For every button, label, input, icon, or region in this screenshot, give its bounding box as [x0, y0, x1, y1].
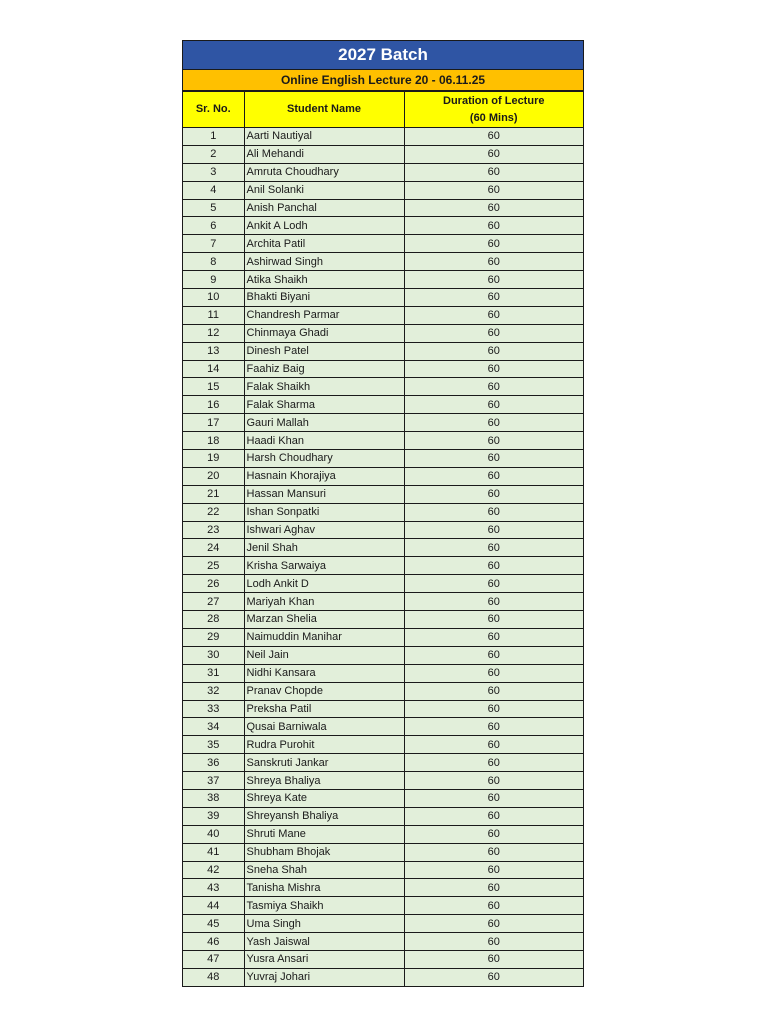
cell-duration: 60: [404, 861, 583, 879]
cell-duration: 60: [404, 253, 583, 271]
cell-sr-no: 20: [183, 467, 244, 485]
cell-duration: 60: [404, 968, 583, 985]
cell-duration: 60: [404, 557, 583, 575]
table-row: [183, 521, 583, 539]
cell-sr-no: 34: [183, 718, 244, 736]
cell-sr-no: 48: [183, 968, 244, 985]
cell-sr-no: 16: [183, 396, 244, 414]
cell-duration: 60: [404, 378, 583, 396]
table-row: [183, 950, 583, 968]
cell-duration: 60: [404, 933, 583, 951]
cell-duration: 60: [404, 199, 583, 217]
cell-duration: 60: [404, 181, 583, 199]
cell-sr-no: 25: [183, 557, 244, 575]
cell-student-name: Ali Mehandi: [244, 145, 404, 163]
cell-sr-no: 10: [183, 289, 244, 307]
cell-student-name: Falak Sharma: [244, 396, 404, 414]
cell-student-name: Pranav Chopde: [244, 682, 404, 700]
cell-student-name: Ankit A Lodh: [244, 217, 404, 235]
cell-sr-no: 17: [183, 414, 244, 432]
cell-duration: 60: [404, 521, 583, 539]
cell-student-name: Preksha Patil: [244, 700, 404, 718]
cell-student-name: Shreya Bhaliya: [244, 772, 404, 790]
header-duration-line2: (60 Mins): [469, 111, 518, 124]
cell-sr-no: 4: [183, 181, 244, 199]
cell-sr-no: 15: [183, 378, 244, 396]
table-row: [183, 289, 583, 307]
cell-student-name: Yash Jaiswal: [244, 933, 404, 951]
cell-student-name: Ashirwad Singh: [244, 253, 404, 271]
cell-student-name: Mariyah Khan: [244, 593, 404, 611]
cell-sr-no: 6: [183, 217, 244, 235]
table-row: [183, 378, 583, 396]
cell-sr-no: 21: [183, 485, 244, 503]
cell-duration: 60: [404, 217, 583, 235]
cell-student-name: Naimuddin Manihar: [244, 628, 404, 646]
table-row: [183, 163, 583, 181]
cell-duration: 60: [404, 450, 583, 468]
table-row: [183, 772, 583, 790]
cell-student-name: Faahiz Baig: [244, 360, 404, 378]
cell-sr-no: 9: [183, 271, 244, 289]
cell-student-name: Anish Panchal: [244, 199, 404, 217]
table-row: [183, 843, 583, 861]
cell-sr-no: 45: [183, 915, 244, 933]
cell-sr-no: 1: [183, 128, 244, 146]
cell-student-name: Ishwari Aghav: [244, 521, 404, 539]
table-row: [183, 664, 583, 682]
cell-duration: 60: [404, 915, 583, 933]
cell-duration: 60: [404, 700, 583, 718]
cell-duration: 60: [404, 128, 583, 146]
table-row: [183, 825, 583, 843]
cell-sr-no: 40: [183, 825, 244, 843]
cell-student-name: Yuvraj Johari: [244, 968, 404, 985]
cell-student-name: Hasnain Khorajiya: [244, 467, 404, 485]
cell-sr-no: 44: [183, 897, 244, 915]
cell-student-name: Krisha Sarwaiya: [244, 557, 404, 575]
cell-duration: 60: [404, 289, 583, 307]
cell-sr-no: 46: [183, 933, 244, 951]
sheet-title: 2027 Batch: [183, 41, 583, 70]
table-row: [183, 396, 583, 414]
cell-sr-no: 27: [183, 593, 244, 611]
cell-duration: 60: [404, 432, 583, 450]
cell-sr-no: 29: [183, 628, 244, 646]
cell-student-name: Dinesh Patel: [244, 342, 404, 360]
cell-student-name: Neil Jain: [244, 646, 404, 664]
table-row: [183, 342, 583, 360]
cell-duration: 60: [404, 145, 583, 163]
cell-sr-no: 5: [183, 199, 244, 217]
cell-sr-no: 30: [183, 646, 244, 664]
table-row: [183, 432, 583, 450]
cell-sr-no: 35: [183, 736, 244, 754]
cell-duration: 60: [404, 950, 583, 968]
cell-student-name: Bhakti Biyani: [244, 289, 404, 307]
table-row: [183, 611, 583, 629]
cell-sr-no: 2: [183, 145, 244, 163]
header-duration: [404, 92, 583, 128]
cell-student-name: Tasmiya Shaikh: [244, 897, 404, 915]
table-row: [183, 879, 583, 897]
table-row: [183, 915, 583, 933]
cell-sr-no: 42: [183, 861, 244, 879]
cell-sr-no: 22: [183, 503, 244, 521]
cell-student-name: Ishan Sonpatki: [244, 503, 404, 521]
table-row: [183, 199, 583, 217]
cell-sr-no: 38: [183, 789, 244, 807]
cell-student-name: Rudra Purohit: [244, 736, 404, 754]
table-row: [183, 128, 583, 146]
cell-sr-no: 18: [183, 432, 244, 450]
header-duration-line1: Duration of Lecture: [443, 94, 545, 107]
cell-student-name: Haadi Khan: [244, 432, 404, 450]
table-row: [183, 897, 583, 915]
cell-student-name: Shruti Mane: [244, 825, 404, 843]
attendance-sheet: [182, 40, 584, 987]
table-row: [183, 736, 583, 754]
cell-duration: 60: [404, 664, 583, 682]
table-row: [183, 485, 583, 503]
cell-student-name: Tanisha Mishra: [244, 879, 404, 897]
cell-sr-no: 26: [183, 575, 244, 593]
header-sr-no: Sr. No.: [183, 92, 244, 128]
cell-duration: 60: [404, 593, 583, 611]
table-row: [183, 700, 583, 718]
cell-sr-no: 11: [183, 306, 244, 324]
cell-student-name: Sneha Shah: [244, 861, 404, 879]
cell-sr-no: 7: [183, 235, 244, 253]
cell-sr-no: 13: [183, 342, 244, 360]
table-row: [183, 646, 583, 664]
table-row: [183, 324, 583, 342]
table-row: [183, 789, 583, 807]
cell-duration: 60: [404, 718, 583, 736]
table-row: [183, 968, 583, 985]
cell-duration: 60: [404, 467, 583, 485]
cell-sr-no: 14: [183, 360, 244, 378]
table-row: [183, 253, 583, 271]
cell-student-name: Sanskruti Jankar: [244, 754, 404, 772]
table-row: [183, 235, 583, 253]
cell-duration: 60: [404, 485, 583, 503]
cell-sr-no: 37: [183, 772, 244, 790]
cell-duration: 60: [404, 879, 583, 897]
cell-sr-no: 19: [183, 450, 244, 468]
cell-duration: 60: [404, 360, 583, 378]
cell-duration: 60: [404, 772, 583, 790]
cell-duration: 60: [404, 843, 583, 861]
cell-student-name: Chandresh Parmar: [244, 306, 404, 324]
cell-duration: 60: [404, 807, 583, 825]
attendance-table: [183, 91, 583, 986]
cell-sr-no: 41: [183, 843, 244, 861]
cell-duration: 60: [404, 611, 583, 629]
table-row: [183, 467, 583, 485]
cell-duration: 60: [404, 503, 583, 521]
cell-duration: 60: [404, 539, 583, 557]
table-row: [183, 145, 583, 163]
cell-duration: 60: [404, 235, 583, 253]
cell-sr-no: 31: [183, 664, 244, 682]
table-row: [183, 450, 583, 468]
cell-sr-no: 3: [183, 163, 244, 181]
cell-student-name: Shreyansh Bhaliya: [244, 807, 404, 825]
cell-duration: 60: [404, 754, 583, 772]
cell-student-name: Hassan Mansuri: [244, 485, 404, 503]
cell-student-name: Aarti Nautiyal: [244, 128, 404, 146]
cell-duration: 60: [404, 736, 583, 754]
cell-sr-no: 24: [183, 539, 244, 557]
table-row: [183, 217, 583, 235]
cell-sr-no: 33: [183, 700, 244, 718]
cell-sr-no: 8: [183, 253, 244, 271]
cell-student-name: Archita Patil: [244, 235, 404, 253]
table-row: [183, 360, 583, 378]
table-row: [183, 628, 583, 646]
cell-student-name: Harsh Choudhary: [244, 450, 404, 468]
cell-sr-no: 43: [183, 879, 244, 897]
cell-duration: 60: [404, 342, 583, 360]
table-row: [183, 718, 583, 736]
cell-duration: 60: [404, 628, 583, 646]
header-student-name: Student Name: [244, 92, 404, 128]
table-row: [183, 271, 583, 289]
cell-duration: 60: [404, 306, 583, 324]
cell-sr-no: 28: [183, 611, 244, 629]
table-row: [183, 807, 583, 825]
cell-student-name: Uma Singh: [244, 915, 404, 933]
cell-sr-no: 36: [183, 754, 244, 772]
cell-student-name: Jenil Shah: [244, 539, 404, 557]
cell-duration: 60: [404, 825, 583, 843]
sheet-subtitle: Online English Lecture 20 - 06.11.25: [183, 70, 583, 91]
table-row: [183, 754, 583, 772]
cell-sr-no: 47: [183, 950, 244, 968]
table-row: [183, 575, 583, 593]
table-row: [183, 503, 583, 521]
table-row: [183, 181, 583, 199]
cell-duration: 60: [404, 575, 583, 593]
cell-student-name: Marzan Shelia: [244, 611, 404, 629]
table-row: [183, 861, 583, 879]
cell-duration: 60: [404, 271, 583, 289]
cell-sr-no: 23: [183, 521, 244, 539]
table-row: [183, 414, 583, 432]
cell-duration: 60: [404, 682, 583, 700]
table-row: [183, 539, 583, 557]
cell-student-name: Falak Shaikh: [244, 378, 404, 396]
cell-sr-no: 39: [183, 807, 244, 825]
cell-student-name: Shubham Bhojak: [244, 843, 404, 861]
table-body: [183, 128, 583, 986]
cell-student-name: Anil Solanki: [244, 181, 404, 199]
cell-student-name: Gauri Mallah: [244, 414, 404, 432]
table-row: [183, 593, 583, 611]
table-row: [183, 933, 583, 951]
cell-student-name: Chinmaya Ghadi: [244, 324, 404, 342]
cell-student-name: Atika Shaikh: [244, 271, 404, 289]
cell-student-name: Nidhi Kansara: [244, 664, 404, 682]
cell-duration: 60: [404, 396, 583, 414]
table-header-row: [183, 92, 583, 128]
table-row: [183, 682, 583, 700]
cell-duration: 60: [404, 646, 583, 664]
table-row: [183, 557, 583, 575]
cell-student-name: Shreya Kate: [244, 789, 404, 807]
cell-student-name: Qusai Barniwala: [244, 718, 404, 736]
cell-student-name: Lodh Ankit D: [244, 575, 404, 593]
cell-duration: 60: [404, 897, 583, 915]
cell-duration: 60: [404, 163, 583, 181]
cell-student-name: Yusra Ansari: [244, 950, 404, 968]
cell-sr-no: 32: [183, 682, 244, 700]
cell-sr-no: 12: [183, 324, 244, 342]
cell-duration: 60: [404, 324, 583, 342]
cell-student-name: Amruta Choudhary: [244, 163, 404, 181]
table-row: [183, 306, 583, 324]
cell-duration: 60: [404, 789, 583, 807]
cell-duration: 60: [404, 414, 583, 432]
